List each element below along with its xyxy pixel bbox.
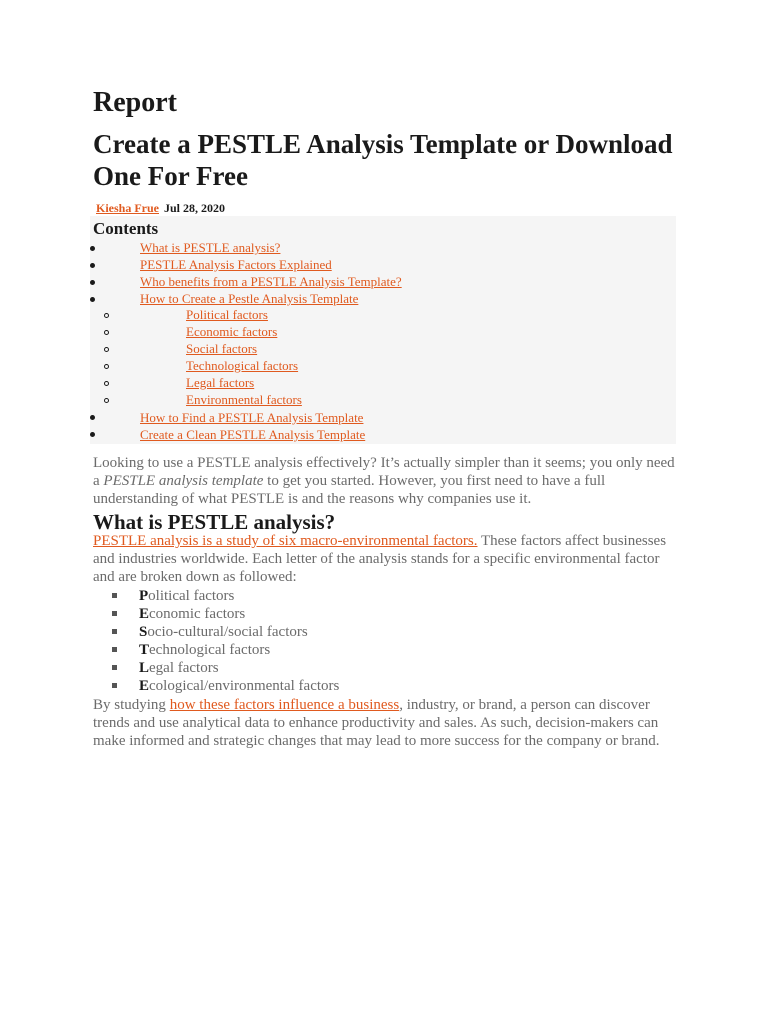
toc-link-how-to-create[interactable]: How to Create a Pestle Analysis Template [140,291,359,306]
factor-label: ocio-cultural/social factors [147,624,308,640]
intro-emphasis: PESTLE analysis template [103,473,264,489]
influence-link[interactable]: how these factors influence a business [169,697,400,713]
intro-text: Looking to use a PESTLE analysis effectively? It’s actually simpler than it seems; you only need a [93,455,675,489]
bullet-square-icon [112,665,117,670]
bullet-square-icon [112,611,117,616]
bullet-square-icon [112,593,117,598]
factor-letter: L [139,660,150,676]
bullet-circle-icon [104,398,109,403]
toc-item [140,256,332,273]
factor-label: cological/environmental factors [149,678,340,694]
toc-link-how-to-find[interactable]: How to Find a PESTLE Analysis Template [140,410,364,425]
bullet-circle-icon [104,347,109,352]
list-item [93,605,683,623]
factor-letter: E [139,606,150,622]
toc-subitem [186,306,268,323]
bullet-disc-icon [90,280,95,285]
toc-heading: Contents [93,219,159,238]
bullet-disc-icon [90,297,95,302]
toc-subitem [186,340,257,357]
pestle-definition-link[interactable]: PESTLE analysis is a study of six macro-environmental factors. [93,533,478,549]
toc-link-who-benefits[interactable]: Who benefits from a PESTLE Analysis Template? [140,274,402,289]
list-item [93,641,683,659]
bullet-circle-icon [104,381,109,386]
factors-list [93,587,683,695]
toc-subitem [186,374,254,391]
toc-link-create-clean[interactable]: Create a Clean PESTLE Analysis Template [140,427,366,442]
list-item [93,677,683,695]
toc-link-legal[interactable]: Legal factors [186,375,255,390]
toc-subitem [186,323,277,340]
toc-item [140,290,358,307]
definition-paragraph [93,532,683,586]
closing-paragraph [93,696,683,750]
toc-item [140,239,280,256]
toc-item [140,426,365,443]
toc-link-political[interactable]: Political factors [186,307,268,322]
factor-label: egal factors [149,660,219,676]
toc-link-environmental[interactable]: Environmental factors [186,392,302,407]
bullet-circle-icon [104,364,109,369]
closing-text-continued: , industry, or brand, a person can discover trends and use analytical data to enhance productivity and sales. As such, decision-makers can make informed and strategic changes that may lead to more success for the company or brand. [93,697,660,749]
factor-letter: S [139,624,148,640]
bullet-disc-icon [90,246,95,251]
list-item [93,659,683,677]
bullet-circle-icon [104,330,109,335]
section-label: Report [93,87,177,118]
factor-letter: T [139,642,150,658]
bullet-square-icon [112,683,117,688]
table-of-contents [90,216,676,444]
toc-link-technological[interactable]: Technological factors [186,358,299,373]
toc-item [140,273,402,290]
factor-label: conomic factors [149,606,246,622]
toc-link-social[interactable]: Social factors [186,341,258,356]
intro-paragraph [93,454,683,508]
factor-label: echnological factors [149,642,271,658]
toc-link-factors-explained[interactable]: PESTLE Analysis Factors Explained [140,257,332,272]
factor-label: olitical factors [148,588,235,604]
bullet-disc-icon [90,432,95,437]
definition-text: These factors affect businesses and industries worldwide. Each letter of the analysis stands for a specific environmental factor and are broken down as followed: [93,533,667,585]
toc-subitem [186,391,302,408]
factor-letter: E [139,678,150,694]
bullet-disc-icon [90,263,95,268]
toc-link-economic[interactable]: Economic factors [186,324,278,339]
list-item [93,623,683,641]
toc-item [140,409,363,426]
publish-date: Jul 28, 2020 [164,201,226,215]
bullet-square-icon [112,647,117,652]
toc-subitem [186,357,298,374]
bullet-square-icon [112,629,117,634]
section-heading: What is PESTLE analysis? [93,510,336,534]
bullet-circle-icon [104,313,109,318]
article-title: Create a PESTLE Analysis Template or Download One For Free [93,129,673,191]
factor-letter: P [139,588,149,604]
byline [96,201,225,216]
list-item [93,587,683,605]
toc-link-what-is-pestle[interactable]: What is PESTLE analysis? [140,240,281,255]
author-link[interactable]: Kiesha Frue [96,201,159,215]
intro-text-continued: to get you started. However, you first need to have a full understanding of what PESTLE is and the reasons why companies use it. [93,473,606,507]
closing-text: By studying [93,697,170,713]
bullet-disc-icon [90,415,95,420]
